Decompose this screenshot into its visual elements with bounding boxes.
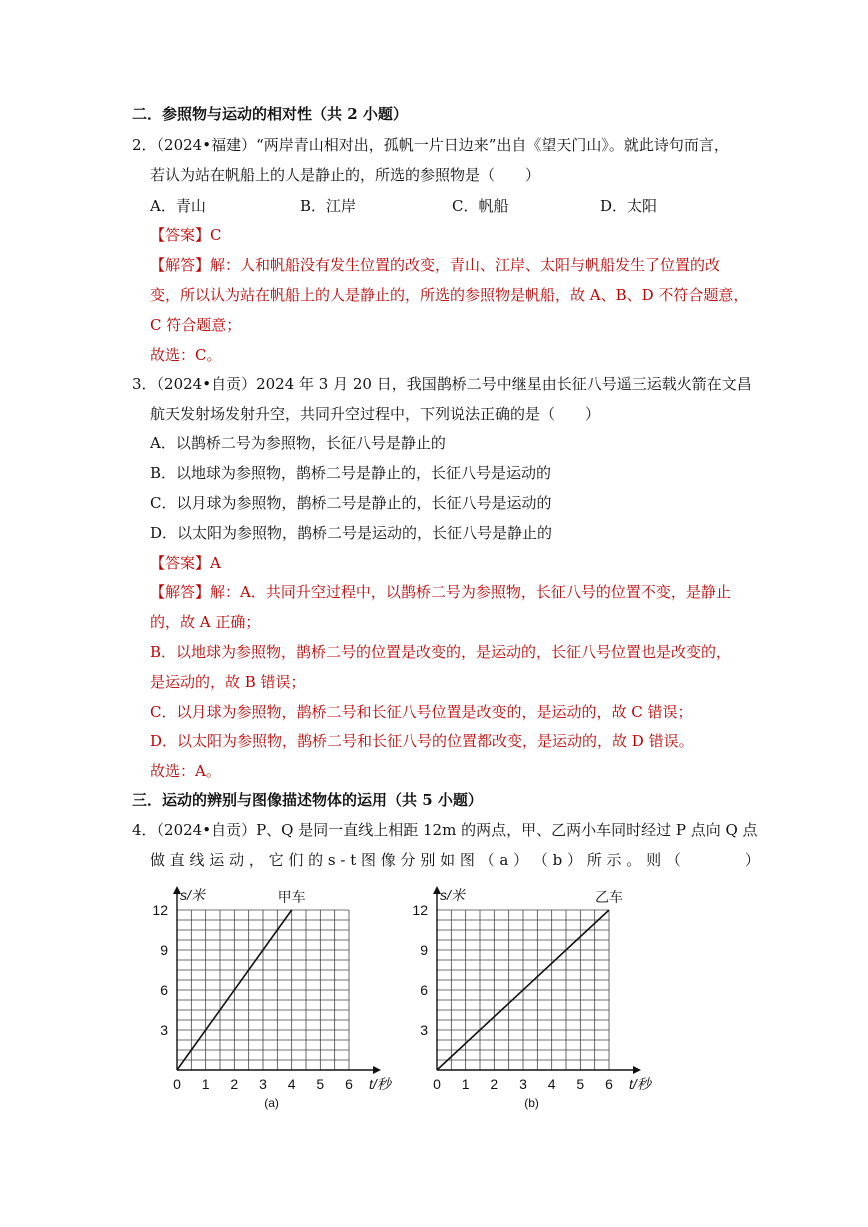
x-tick-label: 5 [316,1076,325,1092]
question-4-line-2: 做 直 线 运 动 ， 它 们 的 s ‑ t 图 像 分 别 如 图 （ a ） （ b ） 所 示 。 则 （ ） [150,851,760,869]
option-a: A．以鹊桥二号为参照物，长征八号是静止的 [150,434,446,452]
question-2-line-2: 若认为站在帆船上的人是静止的，所选的参照物是（ ） [150,166,541,184]
x-tick-label: 0 [173,1076,181,1092]
x-tick-label: 3 [519,1076,527,1092]
x-tick-label: 6 [605,1076,613,1092]
graph-caption: (b) [524,1096,539,1110]
y-tick-label: 6 [160,982,168,998]
st-graph-a [140,880,410,1110]
answer: 【答案】A [150,554,221,572]
y-axis-label: s/米 [440,887,465,903]
y-tick-label: 9 [160,942,168,958]
analysis-line: 的，故 A 正确； [150,613,261,631]
x-tick-label: 4 [547,1076,556,1092]
y-axis-label: s/米 [180,887,205,903]
option-d: D．太阳 [600,197,658,215]
option-d: D．以太阳为参照物，鹊桥二号是运动的，长征八号是静止的 [150,524,553,542]
question-2-line-1: 2．（2024•福建）“两岸青山相对出，孤帆一片日边来”出自《望天门山》。就此诗句而言， [132,136,729,154]
x-axis-label: t/秒 [369,1076,391,1092]
x-tick-label: 6 [345,1076,353,1092]
choice: 故选：A。 [150,762,221,780]
x-tick-label: 1 [201,1076,210,1092]
series-label: 甲车 [277,889,306,905]
series-label: 乙车 [595,889,623,905]
option-c: C．以月球为参照物，鹊桥二号是静止的，长征八号是运动的 [150,494,552,512]
section-heading: 二．参照物与运动的相对性（共 2 小题） [132,105,408,123]
analysis-line: C 符合题意； [150,316,242,334]
section-heading: 三．运动的辨别与图像描述物体的运用（共 5 小题） [132,791,483,809]
y-tick-label: 12 [412,902,428,918]
option-a: A．青山 [150,197,206,215]
y-tick-label: 6 [420,982,428,998]
graph-caption: (a) [264,1096,279,1110]
analysis-line: 是运动的，故 B 错误； [150,673,306,691]
answer: 【答案】C [150,226,222,244]
x-axis-arrow [633,1066,641,1074]
x-tick-label: 2 [490,1076,499,1092]
analysis-line: 【解答】解：人和帆船没有发生位置的改变，青山、江岸、太阳与帆船发生了位置的改 [150,256,721,274]
y-tick-label: 12 [152,902,168,918]
analysis-line: C．以月球为参照物，鹊桥二号和长征八号位置是改变的，是运动的，故 C 错误； [150,703,693,721]
x-tick-label: 2 [230,1076,239,1092]
question-3-line-1: 3．（2024•自贡）2024 年 3 月 20 日，我国鹊桥二号中继星由长征八号遥三运载火箭在文昌 [132,375,752,393]
x-tick-label: 0 [433,1076,441,1092]
analysis-line: D．以太阳为参照物，鹊桥二号和长征八号的位置都改变，是运动的，故 D 错误。 [150,732,694,750]
option-b: B．江岸 [300,197,357,215]
st-graph-b [400,880,670,1110]
x-axis-label: t/秒 [629,1076,651,1092]
x-tick-label: 3 [259,1076,267,1092]
y-tick-label: 3 [420,1022,428,1038]
y-tick-label: 3 [160,1022,168,1038]
x-tick-label: 4 [287,1076,296,1092]
analysis-line: 变，所以认为站在帆船上的人是静止的，所选的参照物是帆船，故 A、B、D 不符合题意， [150,286,749,304]
y-tick-label: 9 [420,942,428,958]
x-tick-label: 1 [461,1076,470,1092]
option-b: B．以地球为参照物，鹊桥二号是静止的，长征八号是运动的 [150,464,552,482]
x-tick-label: 5 [576,1076,585,1092]
question-4-line-1: 4．（2024•自贡）P、Q 是同一直线上相距 12m 的两点，甲、乙两小车同时经过 P 点向 Q 点 [132,821,758,839]
analysis-line: 【解答】解：A．共同升空过程中，以鹊桥二号为参照物，长征八号的位置不变，是静止 [150,583,731,601]
choice: 故选：C。 [150,346,222,364]
question-3-line-2: 航天发射场发射升空，共同升空过程中，下列说法正确的是（ ） [150,405,601,423]
analysis-line: B．以地球为参照物，鹊桥二号的位置是改变的，是运动的，长征八号位置也是改变的， [150,643,732,661]
x-axis-arrow [373,1066,381,1074]
option-c: C．帆船 [452,197,509,215]
